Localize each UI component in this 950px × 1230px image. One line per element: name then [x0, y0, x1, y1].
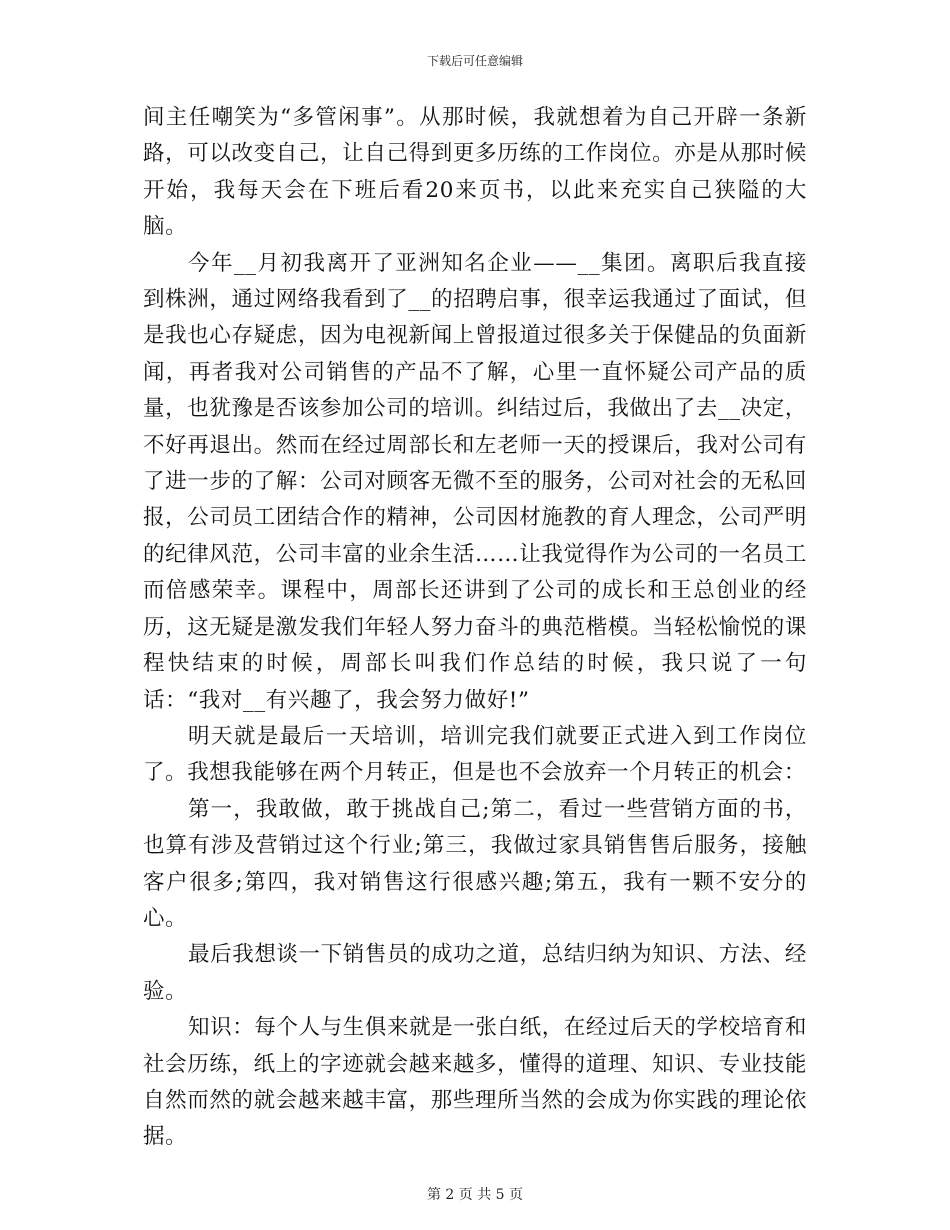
paragraph-continuation: 间主任嘲笑为“多管闲事”。从那时候，我就想着为自己开辟一条新路，可以改变自己，让自己得到更多历练的工作岗位。亦是从那时候开始，我每天会在下班后看20来页书，以此来充实自己狭隘的大脑。: [143, 105, 807, 240]
paragraph-knowledge: 知识：每个人与生俱来就是一张白纸，在经过后天的学校培育和社会历练，纸上的字迹就会越来越多，懂得的道理、知识、专业技能自然而然的就会越来越丰富，那些理所当然的会成为你实践的理论依据。: [143, 1015, 807, 1150]
document-body: [143, 100, 807, 1156]
paragraph-job-change: 今年__月初我离开了亚洲知名企业——__集团。离职后我直接到株洲，通过网络我看到了__的招聘启事，很幸运我通过了面试，但是我也心存疑虑，因为电视新闻上曾报道过很多关于保健品的负面新闻，再者我对公司销售的产品不了解，心里一直怀疑公司产品的质量，也犹豫是否该参加公司的培训。纠结过后，我做出了去__决定，不好再退出。然而在经过周部长和左老师一天的授课后，我对公司有了进一步的了解：公司对顾客无微不至的服务，公司对社会的无私回报，公司员工团结合作的精神，公司因材施教的育人理念，公司严明的纪律风范，公司丰富的业余生活……让我觉得作为公司的一名员工而倍感荣幸。课程中，周部长还讲到了公司的成长和王总创业的经历，这无疑是激发我们年轻人努力奋斗的典范楷模。当轻松愉悦的课程快结束的时候，周部长叫我们作总结的时候，我只说了一句话：“我对__有兴趣了，我会努力做好!”: [143, 250, 807, 713]
paragraph-reasons: 第一，我敢做，敢于挑战自己;第二，看过一些营销方面的书，也算有涉及营销过这个行业;第三，我做过家具销售售后服务，接触客户很多;第四，我对销售这行很感兴趣;第五，我有一颗不安分的心。: [143, 796, 807, 931]
page-header: 下载后可任意编辑: [426, 54, 523, 68]
page-number: 第 2 页 共 5 页: [426, 1187, 524, 1203]
paragraph-final-training: 明天就是最后一天培训，培训完我们就要正式进入到工作岗位了。我想我能够在两个月转正，但是也不会放弃一个月转正的机会：: [143, 723, 807, 786]
paragraph-success-way: 最后我想谈一下销售员的成功之道，总结归纳为知识、方法、经验。: [143, 942, 807, 1004]
